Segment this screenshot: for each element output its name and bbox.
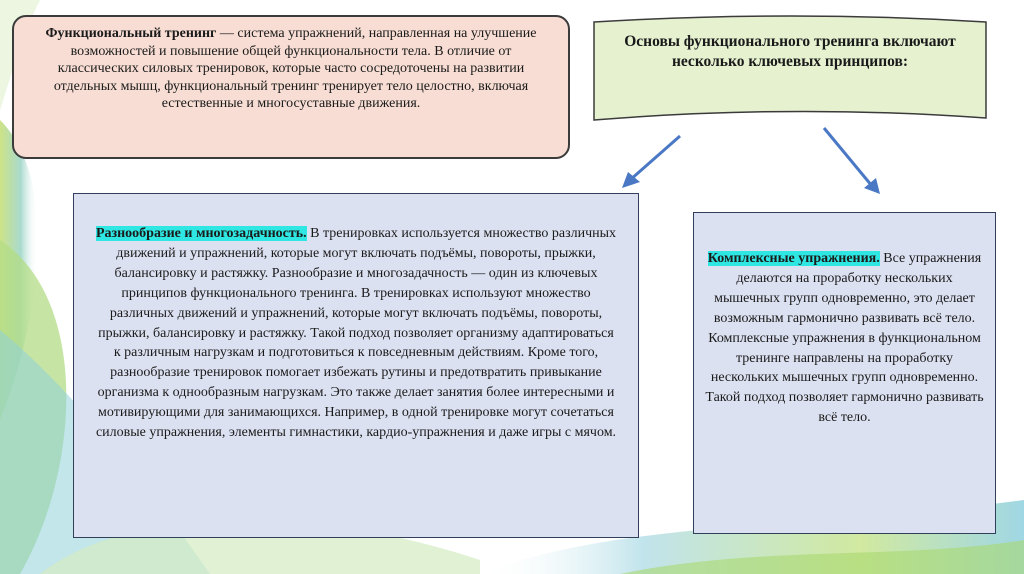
intro-text: — система упражнений, направленная на улучшение возможностей и повышение общей функциональности тела. В отличие от классических силовых тренировок, которые часто сосредоточены на развитии отдельных мышц, функциональный тренинг тренирует тело целостно, включая естественные и многосуставные движения. (53, 26, 537, 112)
variety-text: В тренировках используется множество различных движений и упражнений, которые могут включать подъёмы, повороты, прыжки, балансировку и растяжку. Разнообразие и многозадачность — один из ключевых принципов функционального тренинга. В тренировках используют множество различных движений и упражнений, которые могут включать подъёмы, повороты, прыжки, балансировку и растяжку. Такой подход позволяет организму адаптироваться к различным нагрузкам и подготовиться к повседневным действиям. Кроме того, разнообразие тренировок помогает избежать рутины и предотвратить привыкание организма к однообразным нагрузкам. Это также делает занятия более интересными и мотивирующими для занимающихся. Например, в одной тренировке могут сочетаться силовые упражнения, элементы гимнастики, кардио-упражнения и даже игры с мячом. (95, 226, 617, 441)
intro-definition-box (12, 15, 570, 159)
complex-text: Все упражнения делаются на проработку нескольких мышечных групп одновременно, это делает возможным гармонично развивать всё тело. Комплексные упражнения в функциональном тренинге направлены на проработку нескольких мышечных групп одновременно. Такой подход позволяет гармонично развивать всё тело. (705, 251, 984, 426)
intro-term: Функциональный тренинг (45, 26, 217, 41)
complex-exercises-box (693, 212, 996, 534)
variety-heading: Разнообразие и многозадачность. (95, 226, 307, 241)
variety-principle-box (73, 193, 639, 538)
complex-heading: Комплексные упражнения. (707, 251, 880, 266)
banner-title: Основы функционального тренинга включают несколько ключевых принципов: (624, 33, 956, 70)
